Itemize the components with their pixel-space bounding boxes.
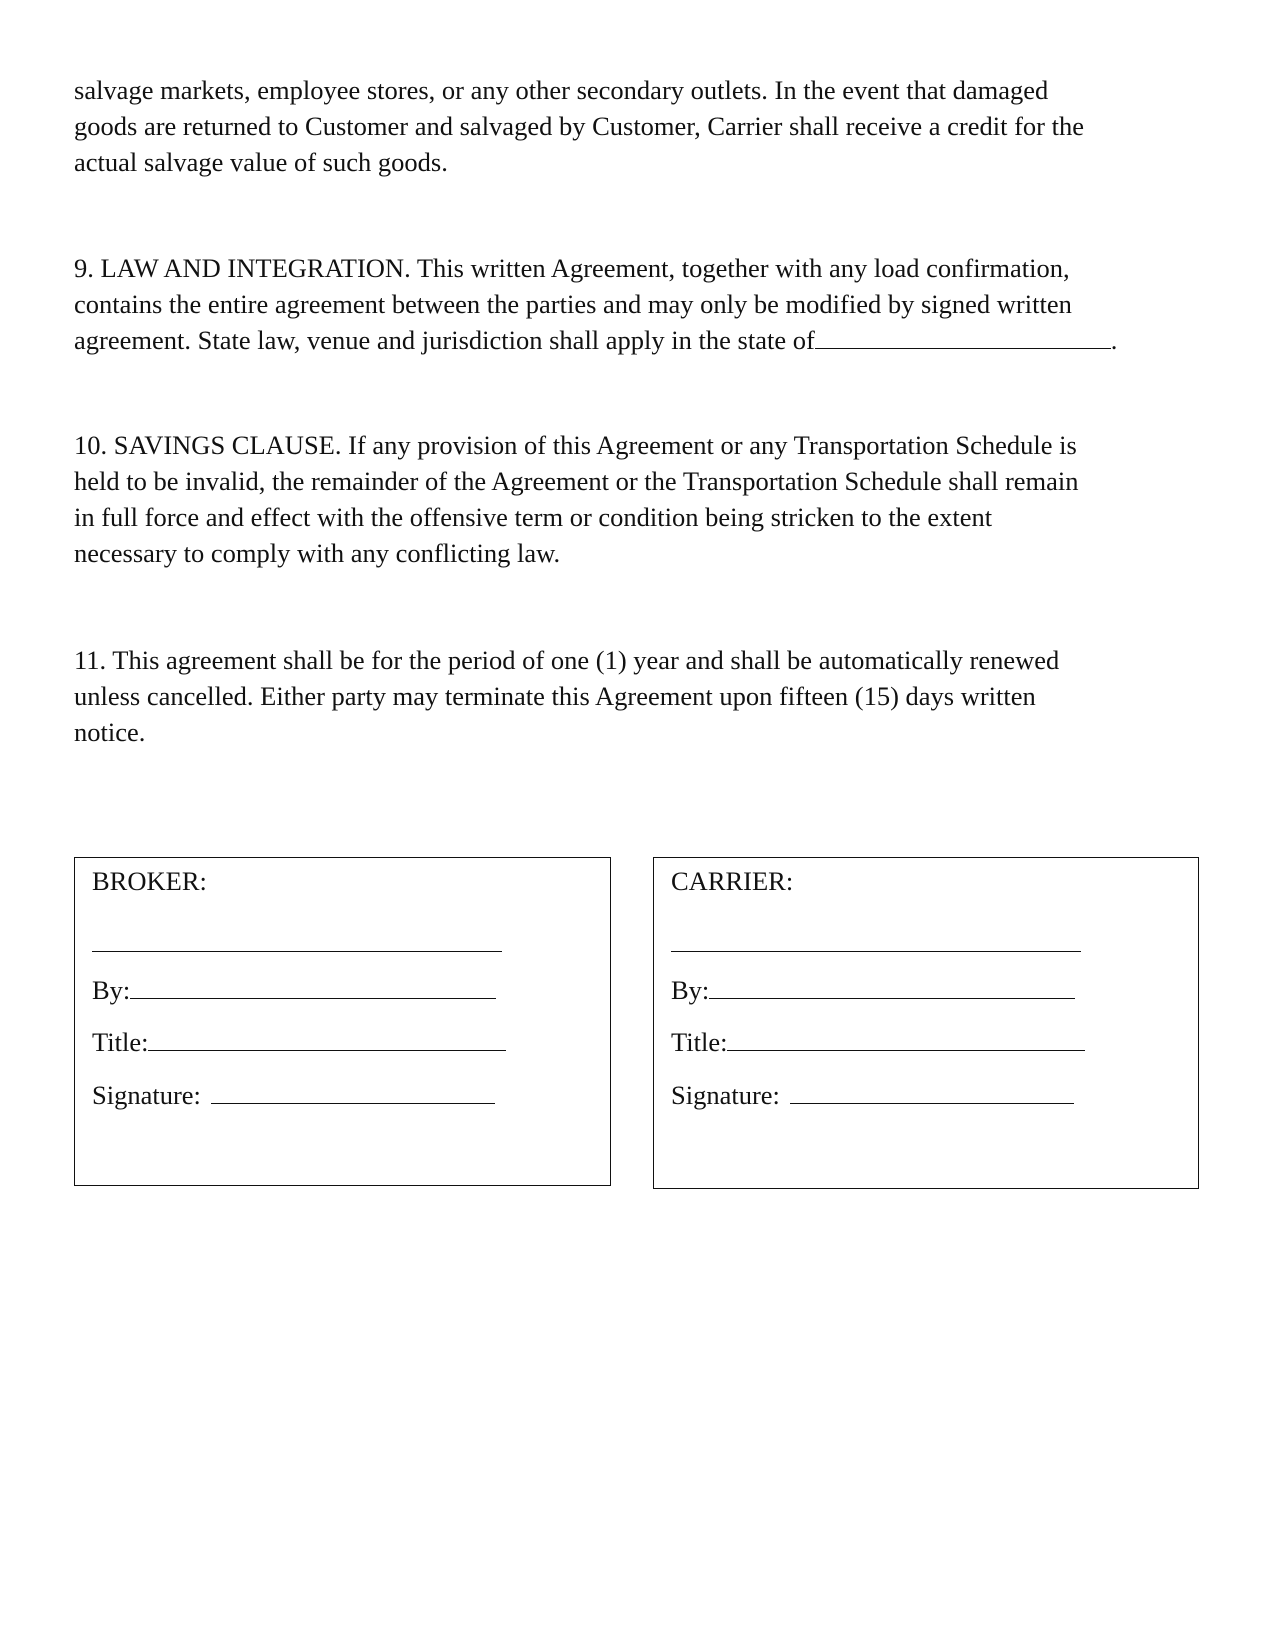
text-line: goods are returned to Customer and salvaged by Customer, Carrier shall receive a credit for the <box>74 111 1085 141</box>
broker-signature-line[interactable] <box>211 1079 495 1104</box>
by-label: By: <box>92 974 131 1005</box>
carrier-title-field <box>671 1026 1085 1058</box>
carrier-title-line[interactable] <box>727 1026 1085 1051</box>
title-label: Title: <box>671 1026 728 1057</box>
signature-label: Signature: <box>92 1079 201 1110</box>
carrier-by-line[interactable] <box>709 974 1075 999</box>
broker-by-line[interactable] <box>130 974 496 999</box>
sentence-period: . <box>1110 325 1118 355</box>
carrier-by-field <box>671 974 1075 1006</box>
text-line: 11. This agreement shall be for the period of one (1) year and shall be automatically renewed <box>74 645 1060 675</box>
text-line: unless cancelled. Either party may terminate this Agreement upon fifteen (15) days written <box>74 681 1036 711</box>
state-law-text: agreement. State law, venue and jurisdiction shall apply in the state of <box>74 325 815 355</box>
text-line: contains the entire agreement between the parties and may only be modified by signed written <box>74 289 1072 319</box>
text-line: necessary to comply with any conflicting law. <box>74 538 561 568</box>
text-line: held to be invalid, the remainder of the Agreement or the Transportation Schedule shall remain <box>74 466 1079 496</box>
state-blank-field[interactable] <box>815 324 1111 349</box>
text-line: salvage markets, employee stores, or any other secondary outlets. In the event that damaged <box>74 75 1049 105</box>
broker-name-line[interactable] <box>92 951 502 952</box>
clause-9-law-and-integration <box>74 250 1204 358</box>
text-line: notice. <box>74 717 146 747</box>
broker-title-line[interactable] <box>148 1026 506 1051</box>
broker-title-field <box>92 1026 506 1058</box>
carrier-signature-line[interactable] <box>790 1079 1074 1104</box>
by-label: By: <box>671 974 710 1005</box>
carrier-heading: CARRIER: <box>671 866 794 896</box>
clause-8-continuation <box>74 72 1204 180</box>
text-line: 9. LAW AND INTEGRATION. This written Agreement, together with any load confirmation, <box>74 253 1070 283</box>
clause-11-term <box>74 642 1204 750</box>
carrier-name-line[interactable] <box>671 951 1081 952</box>
signature-label: Signature: <box>671 1079 780 1110</box>
title-label: Title: <box>92 1026 149 1057</box>
broker-by-field <box>92 974 496 1006</box>
text-line: 10. SAVINGS CLAUSE. If any provision of this Agreement or any Transportation Schedule is <box>74 430 1077 460</box>
broker-heading: BROKER: <box>92 866 207 896</box>
clause-10-savings-clause <box>74 427 1204 571</box>
text-line: in full force and effect with the offensive term or condition being stricken to the extent <box>74 502 993 532</box>
carrier-signature-field <box>671 1079 1074 1111</box>
carrier-signature-block <box>653 857 1199 1189</box>
text-line: actual salvage value of such goods. <box>74 147 448 177</box>
broker-signature-block <box>74 857 611 1186</box>
broker-signature-field <box>92 1079 495 1111</box>
text-line-with-blank <box>74 322 1204 358</box>
